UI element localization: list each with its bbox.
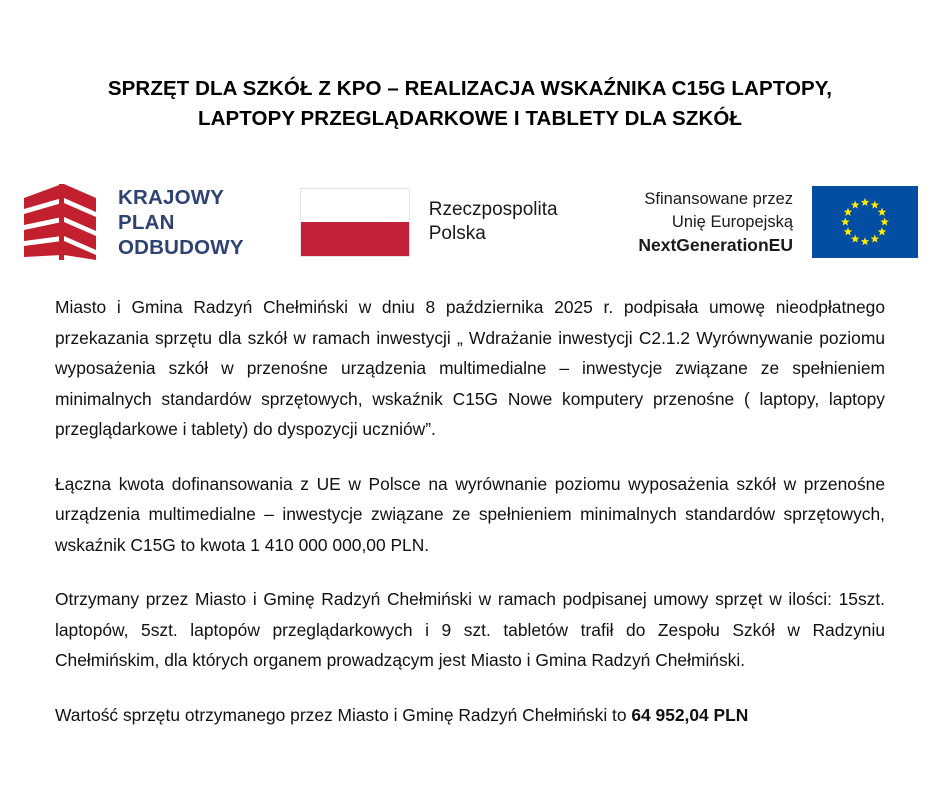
eu-logo <box>638 186 918 258</box>
kpo-logo-line-3: ODBUDOWY <box>118 235 244 259</box>
kpo-logo-text <box>118 185 244 260</box>
paragraph-2: Łączna kwota dofinansowania z UE w Polsce na wyrównanie poziomu wyposażenia szkół w przenośne urządzenia multimedialne – inwestycje związane ze spełnieniem minimalnych standardów sprzętowych, wskaźnik C15G to kwota 1 410 000 000,00 PLN. <box>55 473 885 555</box>
eu-flag-icon <box>812 186 918 258</box>
eu-logo-text <box>638 188 793 257</box>
logo-strip <box>0 172 940 272</box>
page-title <box>0 0 940 134</box>
poland-logo-line-2: Polska <box>428 223 486 244</box>
eu-logo-line-3: NextGenerationEU <box>638 234 793 255</box>
page-title-line-1: SPRZĘT DLA SZKÓŁ Z KPO – REALIZACJA WSKAŹNIKA C15G LAPTOPY, <box>107 77 833 100</box>
paragraph-4-text: Wartość sprzętu otrzymanego przez Miasto i Gminę Radzyń Chełmiński to <box>55 704 632 725</box>
paragraph-3: Otrzymany przez Miasto i Gminę Radzyń Chełmiński w ramach podpisanej umowy sprzęt w ilości: 15szt. laptopów, 5szt. laptopów przeglądarkowych i 9 szt. tabletów trafił do Zespołu Szkół w Radzyniu Chełmińskim, dla których organem prowadzącym jest Miasto i Gmina Radzyń Chełmiński. <box>55 589 885 670</box>
kpo-logo <box>18 182 244 262</box>
kpo-logo-line-1: KRAJOWY <box>118 185 225 209</box>
kpo-building-icon <box>18 182 102 262</box>
eu-logo-line-2: Unię Europejską <box>671 212 793 231</box>
document-body <box>55 292 885 730</box>
poland-logo <box>300 188 558 257</box>
poland-flag-white-band <box>301 189 409 223</box>
equipment-value-amount: 64 952,04 PLN <box>631 704 749 725</box>
paragraph-1: Miasto i Gmina Radzyń Chełmiński w dniu 8 października 2025 r. podpisała umowę nieodpłatnego przekazania sprzętu dla szkół w ramach inwestycji „ Wdrażanie inwestycji C2.1.2 Wyrównywanie poziomu wyposażenia szkół w przenośne urządzenia multimedialne – inwestycje związane ze spełnieniem minimalnych standardów sprzętowych, wskaźnik C15G Nowe komputery przenośne ( laptopy, laptopy przeglądarkowe i tablety) do dyspozycji uczniów”. <box>55 297 885 439</box>
poland-flag-icon <box>300 188 410 257</box>
paragraph-4 <box>55 700 885 731</box>
poland-flag-red-band <box>301 222 409 256</box>
poland-logo-line-1: Rzeczpospolita <box>428 199 558 220</box>
poland-logo-text <box>429 198 558 246</box>
eu-logo-line-1: Sfinansowane przez <box>644 189 793 208</box>
page-title-line-2: LAPTOPY PRZEGLĄDARKOWE I TABLETY DLA SZKÓŁ <box>197 107 743 130</box>
kpo-logo-line-2: PLAN <box>118 210 175 234</box>
